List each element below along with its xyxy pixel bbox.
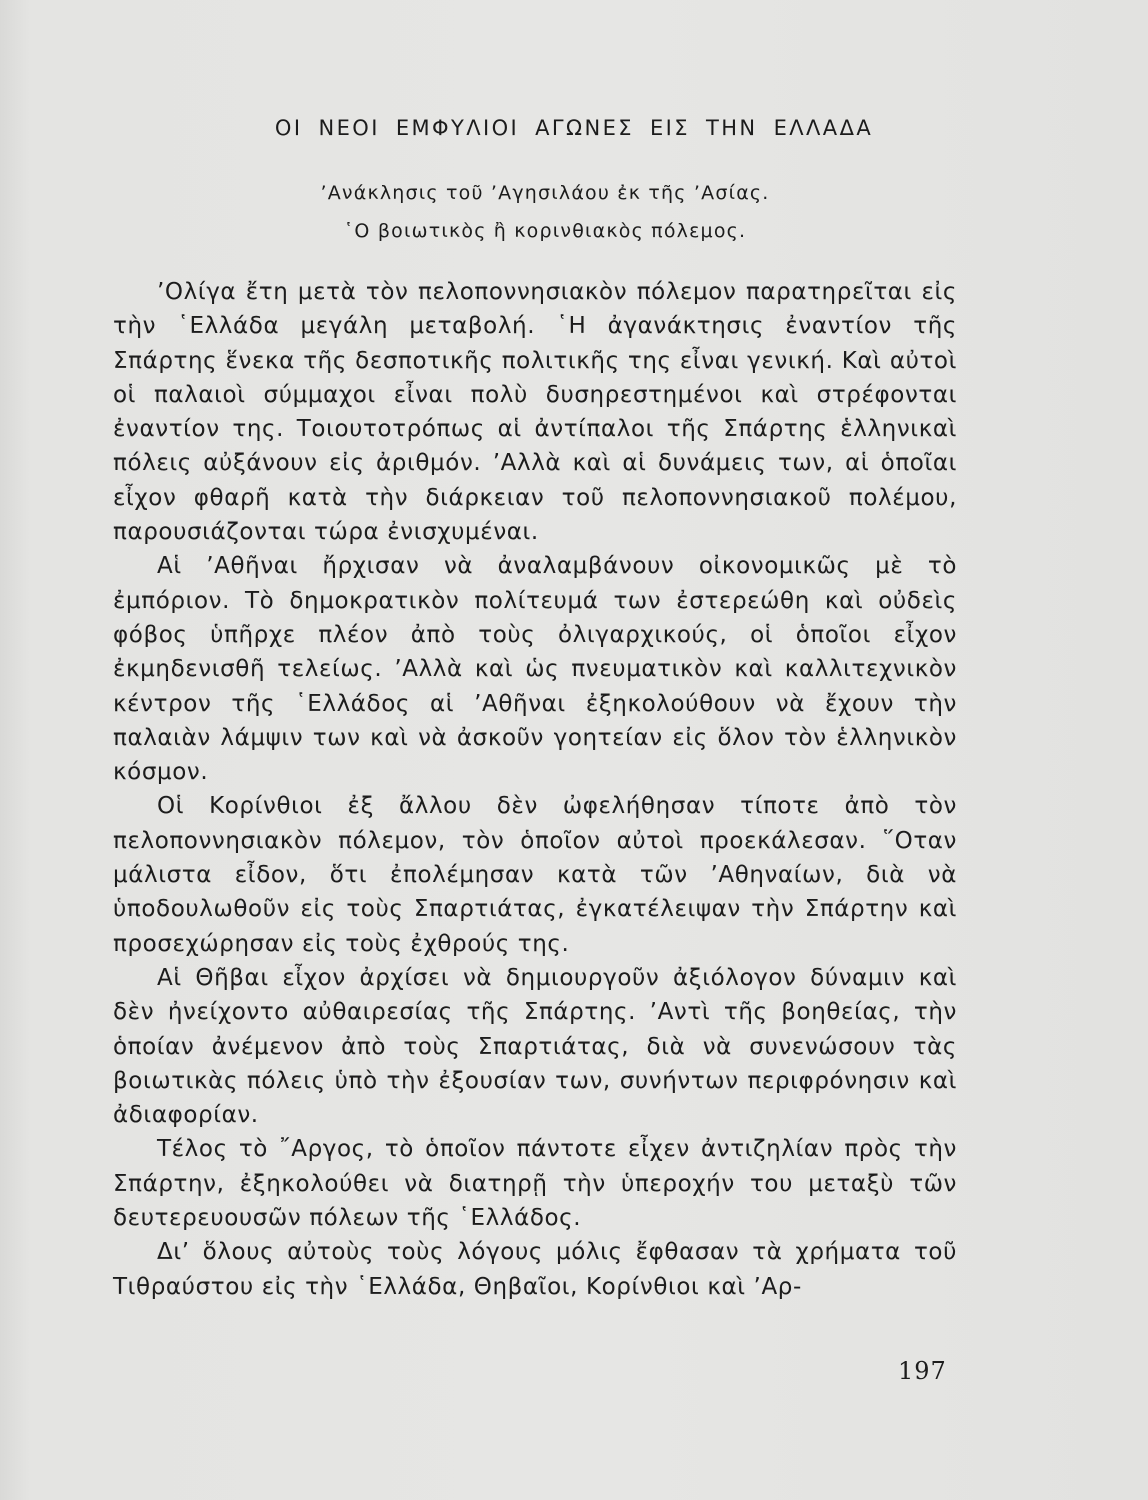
paragraph-1: ’Ολίγα ἔτη μετὰ τὸν πελοποννησιακὸν πόλεμον παρατηρεῖται εἰς τὴν ῾Ελλάδα μεγάλη μεταβολή. ῾Η ἀγανάκτησις ἐναντίον τῆς Σπάρτης ἕνεκα τῆς δεσποτικῆς πολιτικῆς της εἶναι γενική. Καὶ αὐτοὶ οἱ παλαιοὶ σύμμαχοι εἶναι πολὺ δυσηρεστημένοι καὶ στρέφονται ἐναντίον της. Τοιουτοτρόπως αἱ ἀντίπαλοι τῆς Σπάρτης ἑλληνικαὶ πόλεις αὐξάνουν εἰς ἀριθμόν. ’Αλλὰ καὶ αἱ δυνάμεις των, αἱ ὁποῖαι εἶχον φθαρῆ κατὰ τὴν διάρκειαν τοῦ πελοποννησιακοῦ πολέμου, παρουσιάζονται τώρα ἐνισχυμέναι.	[113, 279, 957, 546]
body-text	[113, 275, 957, 1304]
chapter-subtitle-1: ’Ανάκλησις τοῦ ’Αγησιλάου ἐκ τῆς ’Ασίας.	[320, 182, 770, 204]
paragraph-2: Αἱ ’Αθῆναι ἤρχισαν νὰ ἀναλαμβάνουν οἰκονομικῶς μὲ τὸ ἐμπόριον. Τὸ δημοκρατικὸν πολίτευμά των ἐστερεώθη καὶ οὐδεὶς φόβος ὑπῆρχε πλέον ἀπὸ τοὺς ὀλιγαρχικούς, οἱ ὁποῖοι εἶχον ἐκμηδενισθῆ τελείως. ’Αλλὰ καὶ ὡς πνευματικὸν καὶ καλλιτεχνικὸν κέντρον τῆς ῾Ελλάδος αἱ ’Αθῆναι ἐξηκολούθουν νὰ ἔχουν τὴν παλαιὰν λάμψιν των καὶ νὰ ἀσκοῦν γοητείαν εἰς ὅλον τὸν ἑλληνικὸν κόσμον.	[113, 553, 957, 786]
paragraph-6: Δι’ ὅλους αὐτοὺς τοὺς λόγους μόλις ἔφθασαν τὰ χρήματα τοῦ Τιθραύστου εἰς τὴν ῾Ελλάδα, Θηβαῖοι, Κορίνθιοι καὶ ’Αρ-	[113, 1239, 957, 1300]
paragraph-5: Τέλος τὸ ῎Αργος, τὸ ὁποῖον πάντοτε εἶχεν ἀντιζηλίαν πρὸς τὴν Σπάρτην, ἐξηκολούθει νὰ διατηρῇ τὴν ὑπεροχήν του μεταξὺ τῶν δευτερευουσῶν πόλεων τῆς ῾Ελλάδος.	[113, 1136, 957, 1232]
page-number: 197	[898, 1357, 947, 1385]
running-head: ΟΙ ΝΕΟΙ ΕΜΦΥΛΙΟΙ ΑΓΩΝΕΣ ΕΙΣ ΤΗΝ ΕΛΛΑΔΑ	[274, 116, 874, 140]
paragraph-3: Οἱ Κορίνθιοι ἐξ ἄλλου δὲν ὠφελήθησαν τίποτε ἀπὸ τὸν πελοποννησιακὸν πόλεμον, τὸν ὁποῖον αὐτοὶ προεκάλεσαν. ῞Οταν μάλιστα εἶδον, ὅτι ἐπολέμησαν κατὰ τῶν ’Αθηναίων, διὰ νὰ ὑποδουλωθοῦν εἰς τοὺς Σπαρτιάτας, ἐγκατέλειψαν τὴν Σπάρτην καὶ προσεχώρησαν εἰς τοὺς ἐχθρούς της.	[113, 793, 957, 957]
chapter-subtitle-2: ῾Ο βοιωτικὸς ἢ κορινθιακὸς πόλεμος.	[343, 220, 747, 242]
paragraph-4: Αἱ Θῆβαι εἶχον ἀρχίσει νὰ δημιουργοῦν ἀξιόλογον δύναμιν καὶ δὲν ἠνείχοντο αὐθαιρεσίας τῆς Σπάρτης. ’Αντὶ τῆς βοηθείας, τὴν ὁποίαν ἀνέμενον ἀπὸ τοὺς Σπαρτιάτας, διὰ νὰ συνενώσουν τὰς βοιωτικὰς πόλεις ὑπὸ τὴν ἐξουσίαν των, συνήντων περιφρόνησιν καὶ ἀδιαφορίαν.	[113, 964, 957, 1129]
